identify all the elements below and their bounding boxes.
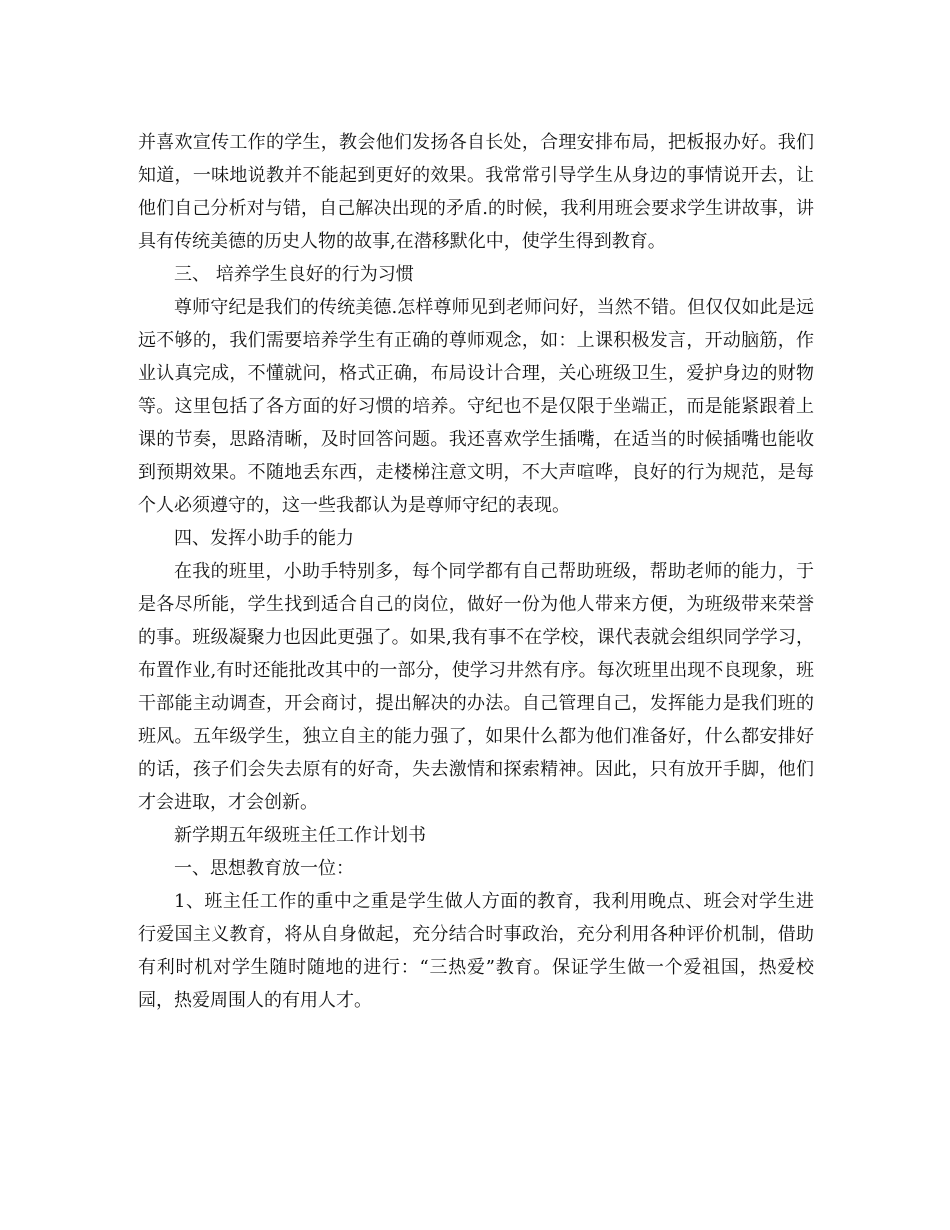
paragraph-little-helpers: 在我的班里，小助手特别多，每个同学都有自己帮助班级，帮助老师的能力，于是各尽所能，学生找到适合自己的岗位，做好一份为他人带来方便，为班级带来荣誉的事。班级凝聚力也因此更强了。如果,我有事不在学校，课代表就会组织同学学习，布置作业,有时还能批改其中的一部分，使学习井然有序。每次班里出现不良现象，班干部能主动调查，开会商讨，提出解决的办法。自己管理自己，发挥能力是我们班的班风。五年级学生，独立自主的能力强了，如果什么都为他们准备好，什么都安排好的话，孩子们会失去原有的好奇，失去激情和探索精神。因此，只有放开手脚，他们才会进取，才会创新。 xyxy=(138,561,814,813)
document-subtitle: 新学期五年级班主任工作计划书 xyxy=(174,825,426,846)
section-heading-four: 四、发挥小助手的能力 xyxy=(174,528,354,549)
section-heading-one: 一、思想教育放一位： xyxy=(174,858,354,879)
paragraph-continuation: 并喜欢宣传工作的学生，教会他们发扬各自长处，合理安排布局，把板报办好。我们知道，一味地说教并不能起到更好的效果。我常常引导学生从身边的事情说开去，让他们自己分析对与错，自己解决出现的矛盾.的时候，我利用班会要求学生讲故事，讲具有传统美德的历史人物的故事,在潜移默化中，使学生得到教育。 xyxy=(138,132,814,252)
document-body xyxy=(138,126,814,1017)
section-heading-three: 三、 培养学生良好的行为习惯 xyxy=(174,264,414,285)
paragraph-moral-education: 1、班主任工作的重中之重是学生做人方面的教育，我利用晚点、班会对学生进行爱国主义教育，将从自身做起，充分结合时事政治，充分利用各种评价机制，借助有利时机对学生随时随地的进行：“三热爱”教育。保证学生做一个爱祖国，热爱校园，热爱周围人的有用人才。 xyxy=(138,891,814,1011)
paragraph-respect-discipline: 尊师守纪是我们的传统美德.怎样尊师见到老师问好，当然不错。但仅仅如此是远远不够的，我们需要培养学生有正确的尊师观念，如：上课积极发言，开动脑筋，作业认真完成，不懂就问，格式正确，布局设计合理，关心班级卫生，爱护身边的财物等。这里包括了各方面的好习惯的培养。守纪也不是仅限于坐端正，而是能紧跟着上课的节奏，思路清晰，及时回答问题。我还喜欢学生插嘴，在适当的时候插嘴也能收到预期效果。不随地丢东西，走楼梯注意文明，不大声喧哗，良好的行为规范，是每个人必须遵守的，这一些我都认为是尊师守纪的表现。 xyxy=(138,297,814,516)
